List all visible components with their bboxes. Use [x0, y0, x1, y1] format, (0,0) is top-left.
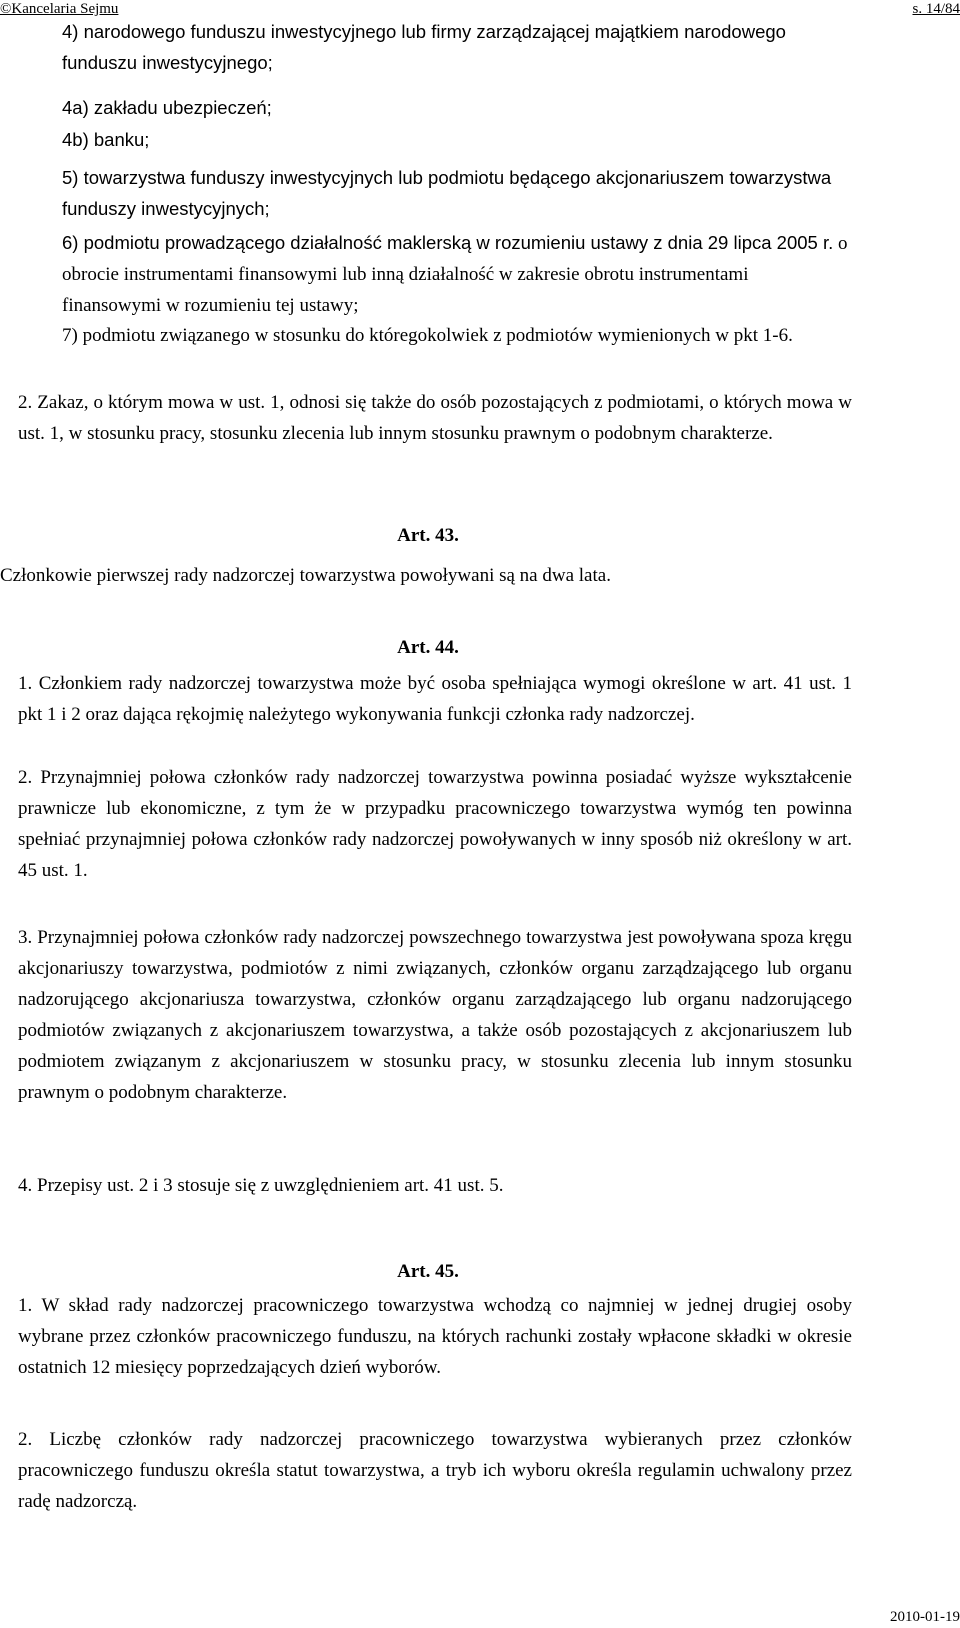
- article-45-paragraph-1: 1. W skład rady nadzorczej pracowniczego towarzystwa wchodzą co najmniej w jednej drugiej osoby wybrane przez członków pracowniczego funduszu, na których rachunki zostały wpłacone składki w okresie ostatnich 12 miesięcy poprzedzających dzień wyborów.: [18, 1295, 852, 1378]
- article-44-paragraph-1: 1. Członkiem rady nadzorczej towarzystwa może być osoba spełniająca wymogi określone w art. 41 ust. 1 pkt 1 i 2 oraz dająca rękojmię należytego wykonywania funkcji członka rady nadzorczej.: [18, 673, 852, 725]
- list-item-7: 7) podmiotu związanego w stosunku do któregokolwiek z podmiotów wymienionych w pkt 1-6.: [62, 325, 793, 346]
- article-44-paragraph-4: 4. Przepisy ust. 2 i 3 stosuje się z uwzględnieniem art. 41 ust. 5.: [18, 1175, 504, 1196]
- list-item-6-part-2: o obrocie instrumentami finansowymi lub inną działalność w zakresie obrotu instrumentami finansowymi w rozumieniu tej ustawy;: [62, 233, 848, 316]
- list-item-6: [62, 227, 852, 321]
- page-number: s. 14/84: [912, 1, 960, 17]
- paragraph-2: 2. Zakaz, o którym mowa w ust. 1, odnosi się także do osób pozostających z podmiotami, o których mowa w ust. 1, w stosunku pracy, stosunku zlecenia lub innym stosunku prawnym o podobnym charakterze.: [18, 392, 852, 444]
- source-header: ©Kancelaria Sejmu: [0, 1, 119, 17]
- list-item-6-part-1: 6) podmiotu prowadzącego działalność maklerską w rozumieniu ustawy z dnia 29 lipca 2005 r.: [62, 232, 834, 253]
- list-item-4a: 4a) zakładu ubezpieczeń;: [62, 97, 272, 118]
- list-item-4: 4) narodowego funduszu inwestycyjnego lub firmy zarządzającej majątkiem narodowego funduszu inwestycyjnego;: [62, 21, 786, 73]
- article-43-title: Art. 43.: [397, 525, 459, 546]
- article-43-text: Członkowie pierwszej rady nadzorczej towarzystwa powoływani są na dwa lata.: [0, 565, 611, 586]
- article-45-title: Art. 45.: [397, 1261, 459, 1282]
- footer-date: 2010-01-19: [890, 1609, 960, 1625]
- article-44-title: Art. 44.: [397, 637, 459, 658]
- list-item-4b: 4b) banku;: [62, 129, 150, 150]
- article-44-paragraph-3: 3. Przynajmniej połowa członków rady nadzorczej powszechnego towarzystwa jest powoływana spoza kręgu akcjonariuszy towarzystwa, podmiotów z nimi związanych, członków organu zarządzającego lub organu nadzorującego akcjonariusza towarzystwa, członków organu zarządzającego lub organu nadzorującego podmiotów związanych z akcjonariuszem towarzystwa, a także osób pozostających z akcjonariuszem lub podmiotem związanym z akcjonariuszem w stosunku pracy, w stosunku zlecenia lub innym stosunku prawnym o podobnym charakterze.: [18, 927, 852, 1103]
- list-item-5: 5) towarzystwa funduszy inwestycyjnych lub podmiotu będącego akcjonariuszem towarzystwa funduszy inwestycyjnych;: [62, 167, 832, 219]
- article-45-paragraph-2: 2. Liczbę członków rady nadzorczej pracowniczego towarzystwa wybieranych przez członków pracowniczego funduszu określa statut towarzystwa, a tryb ich wyboru określa regulamin uchwalony przez radę nadzorczą.: [18, 1429, 852, 1512]
- article-44-paragraph-2: 2. Przynajmniej połowa członków rady nadzorczej towarzystwa powinna posiadać wyższe wykształcenie prawnicze lub ekonomiczne, z tym że w przypadku pracowniczego towarzystwa wymóg ten powinna spełniać przynajmniej połowa członków rady nadzorczej powoływanych w inny sposób niż określony w art. 45 ust. 1.: [18, 767, 852, 881]
